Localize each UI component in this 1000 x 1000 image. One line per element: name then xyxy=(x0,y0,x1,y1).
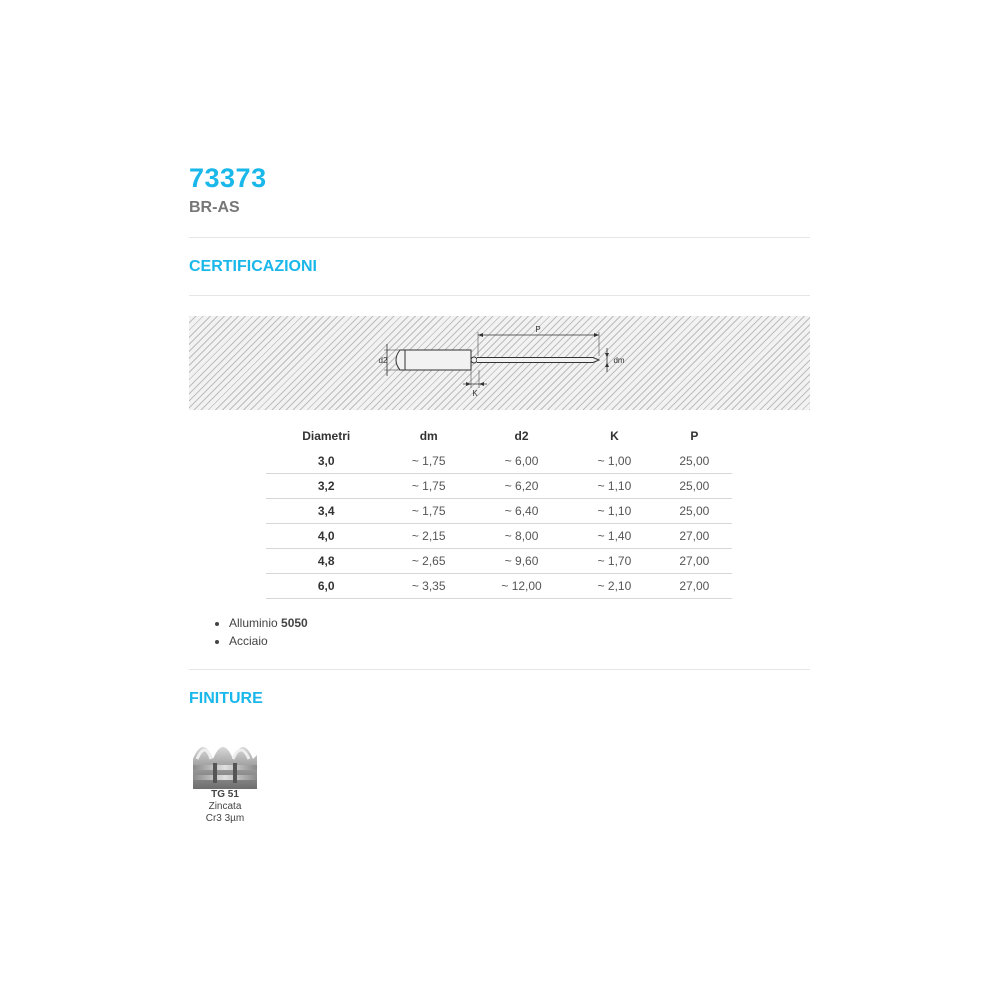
finish-card xyxy=(189,735,261,825)
finish-name: Zincata xyxy=(208,801,242,812)
rivet-diagram-svg xyxy=(189,316,810,410)
cell-d2: ~ 12,00 xyxy=(471,574,572,599)
material-name: Alluminio xyxy=(229,616,282,630)
cell-diameter: 6,0 xyxy=(266,574,386,599)
cell-k: ~ 1,40 xyxy=(572,524,657,549)
cell-diameter: 3,0 xyxy=(266,449,386,474)
cell-p: 27,00 xyxy=(657,549,732,574)
header-p: P xyxy=(690,429,699,443)
cell-k: ~ 1,70 xyxy=(572,549,657,574)
product-model: BR-AS xyxy=(189,199,240,216)
cell-k: ~ 1,10 xyxy=(572,474,657,499)
cell-dm: ~ 2,15 xyxy=(386,524,471,549)
table-row xyxy=(266,449,732,474)
dimension-k-label: K xyxy=(472,389,478,398)
cell-k: ~ 1,10 xyxy=(572,499,657,524)
finish-spec: Cr3 3µm xyxy=(205,813,245,824)
cell-diameter: 4,8 xyxy=(266,549,386,574)
rivet-technical-drawing xyxy=(189,316,810,410)
finish-code: TG 51 xyxy=(211,789,239,800)
divider xyxy=(189,237,810,238)
cell-dm: ~ 3,35 xyxy=(386,574,471,599)
table-row xyxy=(266,474,732,499)
cell-d2: ~ 9,60 xyxy=(471,549,572,574)
table-row xyxy=(266,499,732,524)
cell-k: ~ 1,00 xyxy=(572,449,657,474)
material-grade: 5050 xyxy=(281,616,308,630)
rivet-head xyxy=(396,350,405,370)
dimension-d2-label: d2 xyxy=(378,356,388,365)
finishes-title: FINITURE xyxy=(189,690,263,707)
cell-dm: ~ 2,65 xyxy=(386,549,471,574)
table-header-row xyxy=(266,423,732,449)
list-item xyxy=(229,632,308,650)
header-diametri: Diametri xyxy=(302,429,351,443)
table-row xyxy=(266,549,732,574)
header-dm: dm xyxy=(419,429,438,443)
table-row xyxy=(266,574,732,599)
header-d2: d2 xyxy=(514,429,529,443)
cell-d2: ~ 6,00 xyxy=(471,449,572,474)
dimension-dm-label: dm xyxy=(613,356,625,365)
header-k: K xyxy=(610,429,619,443)
cell-k: ~ 2,10 xyxy=(572,574,657,599)
cell-d2: ~ 6,40 xyxy=(471,499,572,524)
divider xyxy=(189,295,810,296)
cell-dm: ~ 1,75 xyxy=(386,474,471,499)
certifications-title: CERTIFICAZIONI xyxy=(189,258,317,275)
cell-p: 25,00 xyxy=(657,449,732,474)
cell-d2: ~ 8,00 xyxy=(471,524,572,549)
cell-d2: ~ 6,20 xyxy=(471,474,572,499)
cell-dm: ~ 1,75 xyxy=(386,499,471,524)
mandrel xyxy=(477,358,599,363)
cell-p: 25,00 xyxy=(657,499,732,524)
zinc-plated-screw-thread-icon xyxy=(193,735,257,789)
list-item xyxy=(229,614,308,632)
product-code: 73373 xyxy=(189,163,267,193)
mandrel-head xyxy=(471,357,477,363)
cell-p: 27,00 xyxy=(657,524,732,549)
cell-diameter: 3,2 xyxy=(266,474,386,499)
cell-p: 27,00 xyxy=(657,574,732,599)
cell-p: 25,00 xyxy=(657,474,732,499)
materials-list xyxy=(213,614,308,650)
cell-diameter: 3,4 xyxy=(266,499,386,524)
table-row xyxy=(266,524,732,549)
cell-dm: ~ 1,75 xyxy=(386,449,471,474)
dimensions-table xyxy=(266,423,732,599)
divider xyxy=(189,669,810,670)
cell-diameter: 4,0 xyxy=(266,524,386,549)
rivet-body xyxy=(405,350,471,370)
material-name: Acciaio xyxy=(229,634,268,648)
dimension-p-label: P xyxy=(535,325,541,334)
